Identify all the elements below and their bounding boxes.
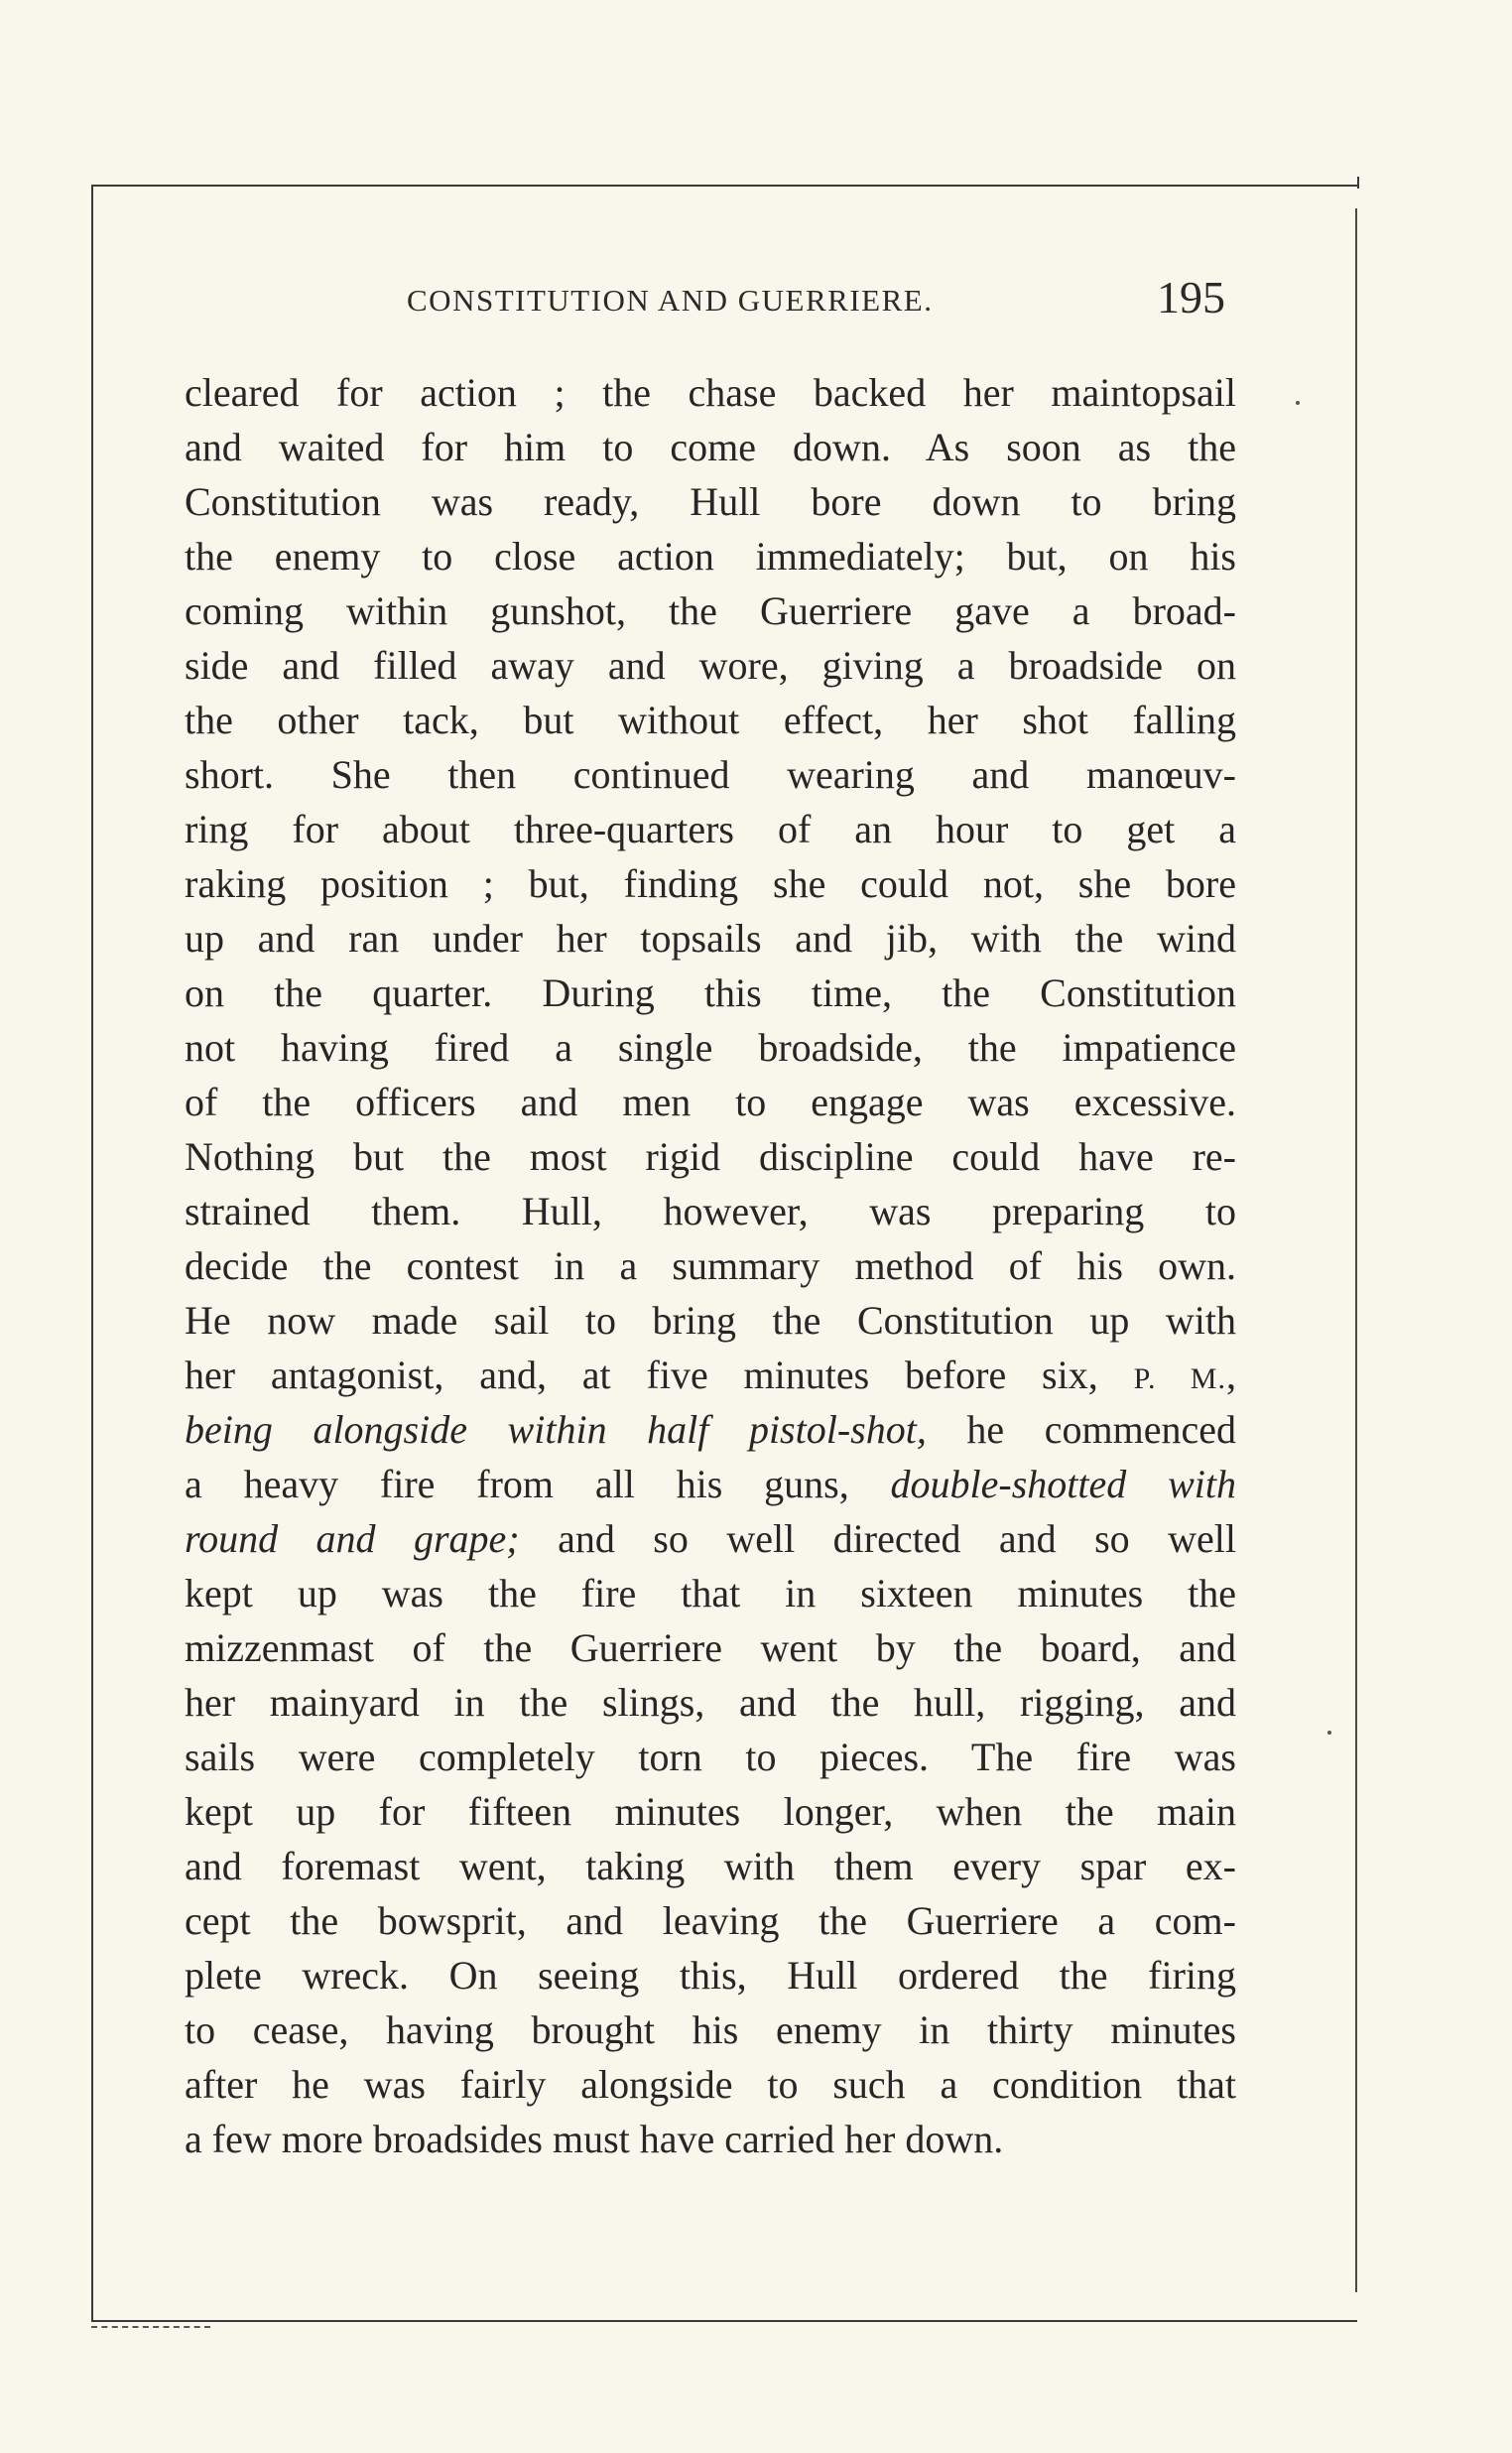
text-line: of the officers and men to engage was excessive.: [185, 1080, 1236, 1124]
text-line: plete wreck. On seeing this, Hull ordered the firing: [185, 1953, 1236, 1998]
italic-phrase: double-shotted with: [890, 1462, 1237, 1506]
text-line: and foremast went, taking with them every spar ex-: [185, 1844, 1236, 1888]
body-text: [185, 365, 1236, 2166]
frame-left-rule: [91, 185, 93, 2320]
text-line: kept up was the fire that in sixteen minutes the: [185, 1571, 1236, 1615]
text-line: cleared for action ; the chase backed her maintopsail: [185, 370, 1236, 415]
text-line: being alongside within half pistol-shot, he commenced: [185, 1407, 1236, 1452]
text-line: after he was fairly alongside to such a condition that: [185, 2062, 1236, 2107]
print-speck: [1327, 1731, 1331, 1735]
small-caps-time: P. M.: [1133, 1362, 1226, 1395]
text-line: sails were completely torn to pieces. The fire was: [185, 1735, 1236, 1779]
text-line: a few more broadsides must have carried her down.: [185, 2117, 1004, 2161]
text-line: and waited for him to come down. As soon as the: [185, 425, 1236, 469]
text-line: round and grape; and so well directed and so well: [185, 1516, 1236, 1561]
text-line: kept up for fifteen minutes longer, when the main: [185, 1789, 1236, 1834]
text-line: decide the contest in a summary method of his own.: [185, 1243, 1236, 1288]
text-line: short. She then continued wearing and manœuv-: [185, 752, 1236, 797]
text-line: the other tack, but without effect, her shot falling: [185, 698, 1236, 742]
text-line: raking position ; but, finding she could not, she bore: [185, 861, 1236, 906]
page-number: 195: [1157, 272, 1225, 323]
running-title: CONSTITUTION AND GUERRIERE.: [407, 283, 934, 318]
print-speck: [1296, 401, 1300, 405]
text-line: her mainyard in the slings, and the hull, rigging, and: [185, 1680, 1236, 1725]
text-line: not having fired a single broadside, the impatience: [185, 1025, 1236, 1070]
text-line: on the quarter. During this time, the Constitution: [185, 970, 1236, 1015]
text-line: to cease, having brought his enemy in thirty minutes: [185, 2007, 1236, 2052]
text-line: cept the bowsprit, and leaving the Guerriere a com-: [185, 1898, 1236, 1943]
text-line: strained them. Hull, however, was preparing to: [185, 1189, 1236, 1233]
text-line: Constitution was ready, Hull bore down to bring: [185, 479, 1236, 524]
frame-bottom-rule: [91, 2320, 1357, 2322]
text-line: a heavy fire from all his guns, double-shotted with: [185, 1462, 1237, 1506]
text-line: side and filled away and wore, giving a broadside on: [185, 643, 1236, 688]
frame-top-rule: [91, 185, 1359, 187]
frame-right-rule: [1355, 208, 1357, 2292]
text-line: ring for about three-quarters of an hour to get a: [185, 807, 1236, 851]
text-line: Nothing but the most rigid discipline could have re-: [185, 1134, 1236, 1179]
frame-bottom-dash: [91, 2326, 210, 2328]
text-line: the enemy to close action immediately; but, on his: [185, 534, 1236, 579]
italic-phrase: round and grape;: [185, 1516, 520, 1561]
text-line: her antagonist, and, at five minutes before six, P. M.,: [185, 1353, 1236, 1397]
text-line: He now made sail to bring the Constitution up with: [185, 1298, 1236, 1343]
text-line: up and ran under her topsails and jib, with the wind: [185, 916, 1236, 961]
italic-phrase: being alongside within half pistol-shot,: [185, 1407, 927, 1452]
text-line: mizzenmast of the Guerriere went by the board, and: [185, 1625, 1236, 1670]
text-line: coming within gunshot, the Guerriere gave a broad-: [185, 588, 1236, 633]
frame-corner-tick: [1357, 177, 1359, 189]
